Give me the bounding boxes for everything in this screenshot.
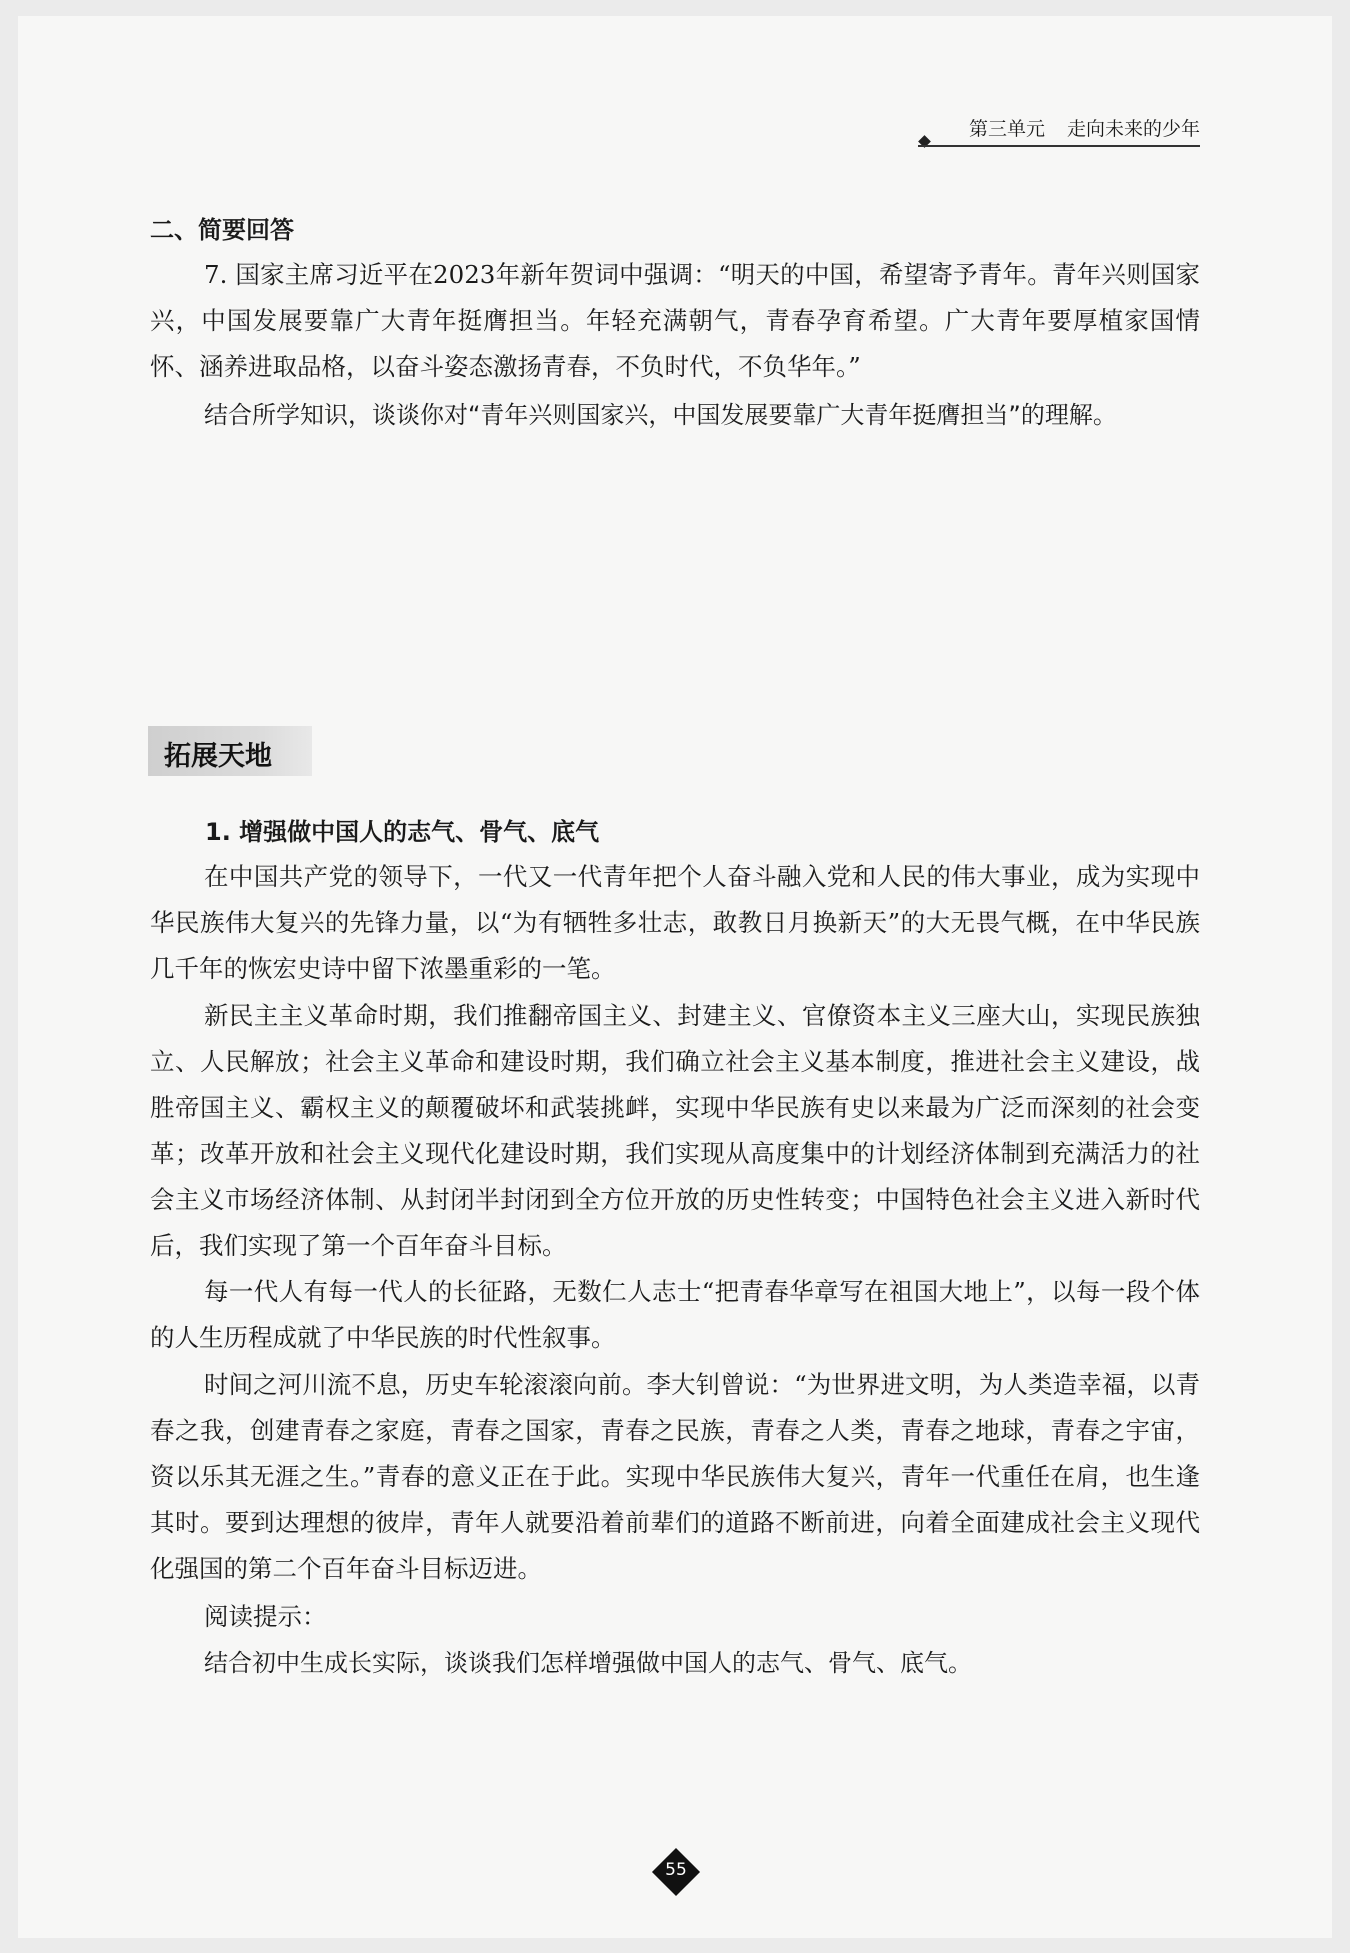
extension-item-title: 1. 增强做中国人的志气、骨气、底气: [205, 818, 600, 846]
question-7-prompt: 结合所学知识，谈谈你对“青年兴则国家兴，中国发展要靠广大青年挺膺担当”的理解。: [204, 401, 1117, 429]
extension-paragraph-2: 新民主主义革命时期，我们推翻帝国主义、封建主义、官僚资本主义三座大山，实现民族独立、人民解放；社会主义革命和建设时期，我们确立社会主义基本制度，推进社会主义建设，战胜帝国主义、霸权主义的颠覆破坏和武装挑衅，实现中华民族有史以来最为广泛而深刻的社会变革；改革开放和社会主义现代化建设时期，我们实现从高度集中的计划经济体制到充满活力的社会主义市场经济体制、从封闭半封闭到全方位开放的历史性转变；中国特色社会主义进入新时代后，我们实现了第一个百年奋斗目标。: [150, 1001, 1200, 1260]
header-unit: 第三单元: [968, 118, 1045, 140]
question-7-text: 7. 国家主席习近平在2023年新年贺词中强调：“明天的中国，希望寄予青年。青年兴则国家兴，中国发展要靠广大青年挺膺担当。年轻充满朝气，青春孕育希望。广大青年要厚植家国情怀、涵养进取品格，以奋斗姿态激扬青春，不负时代，不负华年。”: [150, 260, 1200, 381]
extension-paragraph-4: 时间之河川流不息，历史车轮滚滚向前。李大钊曾说：“为世界进文明，为人类造幸福，以青春之我，创建青春之家庭，青春之国家，青春之民族，青春之人类，青春之地球，青春之宇宙，资以乐其无涯之生。”青春的意义正在于此。实现中华民族伟大复兴，青年一代重任在肩，也生逢其时。要到达理想的彼岸，青年人就要沿着前辈们的道路不断前进，向着全面建成社会主义现代化强国的第二个百年奋斗目标迈进。: [150, 1370, 1200, 1583]
page-number: 55: [665, 1860, 687, 1880]
running-header: [918, 114, 1200, 147]
section-banner-label: 拓展天地: [164, 741, 272, 772]
section-heading-short-answer: 二、简要回答: [150, 216, 294, 244]
page-number-badge: [652, 1848, 700, 1896]
section-banner: [148, 726, 312, 776]
extension-paragraph-3: 每一代人有每一代人的长征路，无数仁人志士“把青春华章写在祖国大地上”，以每一段个体的人生历程成就了中华民族的时代性叙事。: [150, 1277, 1200, 1352]
reading-tip-label: 阅读提示：: [204, 1602, 327, 1631]
header-title: 走向未来的少年: [1066, 118, 1200, 140]
reading-tip-question: 结合初中生成长实际，谈谈我们怎样增强做中国人的志气、骨气、底气。: [204, 1649, 972, 1677]
extension-paragraph-1: 在中国共产党的领导下，一代又一代青年把个人奋斗融入党和人民的伟大事业，成为实现中华民族伟大复兴的先锋力量，以“为有牺牲多壮志，敢教日月换新天”的大无畏气概，在中华民族几千年的恢宏史诗中留下浓墨重彩的一笔。: [150, 862, 1200, 983]
